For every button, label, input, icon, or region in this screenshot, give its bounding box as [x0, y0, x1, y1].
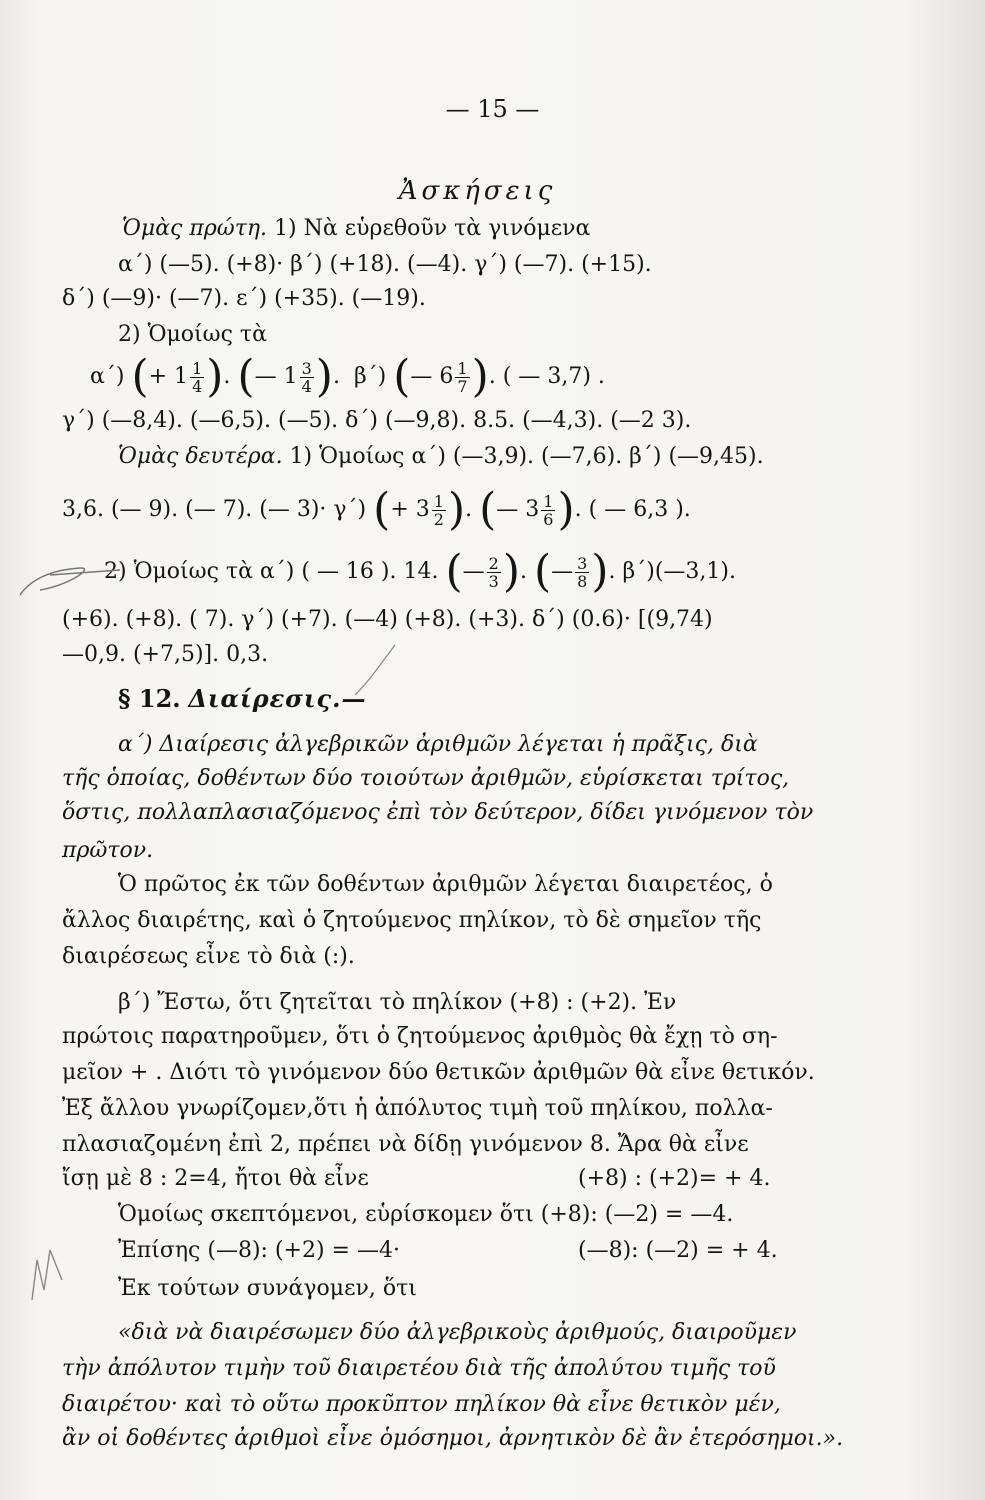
section-title: Διαίρεσις.— [188, 684, 367, 713]
paragraph-line: «διὰ νὰ διαιρέσωμεν δύο ἀλγεβρικοὺς ἀριθμούς, διαιροῦμεν [118, 1320, 797, 1345]
fraction-whole: — 3 [496, 497, 540, 522]
equation: (—8): (—2) = + 4. [578, 1238, 778, 1263]
fraction: $\frac{1}{4}$ [192, 358, 203, 396]
equation: (+8) : (+2)= + 4. [578, 1166, 771, 1191]
fraction: $\frac{3}{8}$ [577, 553, 588, 591]
paragraph-line: ἂν οἱ δοθέντες ἀριθμοὶ εἶνε ὁμόσημοι, ἀρνητικὸν δὲ ἂν ἑτερόσημοι.». [62, 1426, 844, 1451]
group1-line3: δ΄) (—9)· (—7). ε΄) (+35). (—19). [62, 286, 426, 311]
paragraph-line: Ὁμοίως σκεπτόμενοι, εὑρίσκομεν ὅτι (+8): (—2) = —4. [118, 1202, 734, 1227]
paragraph-line: Ἐξ ἄλλου γνωρίζομεν,ὅτι ἡ ἀπόλυτος τιμὴ τοῦ πηλίκου, πολλα- [62, 1096, 773, 1121]
group1-line4: 2) Ὁμοίως τὰ [118, 322, 267, 347]
group2-line2-tail: ( — 6,3 ). [588, 497, 691, 522]
group1-line6: γ΄) (—8,4). (—6,5). (—5). δ΄) (—9,8). 8.5. (—4,3). (—2 3). [62, 408, 692, 433]
paragraph-line: Ἐπίσης (—8): (+2) = —4· [118, 1238, 400, 1263]
paragraph-line: Ὁ πρῶτος ἐκ τῶν δοθέντων ἀριθμῶν λέγεται διαιρετέος, ὁ [118, 872, 773, 897]
group2-line3: 2) Ὁμοίως τὰ α΄) ( — 16 ). 14. (— $\frac{2}{3}$ ). (— $\frac{3}{8}$ ). β΄)(—3,1). [104, 546, 736, 597]
group2-line2: 3,6. (— 9). (— 7). (— 3)· γ΄) (+ 3 $\frac{1}{2}$ ). (— 3 $\frac{1}{6}$ ). ( — 6,3 ). [62, 484, 691, 535]
paragraph-line: διαιρέσεως εἶνε τὸ διὰ (:). [62, 944, 355, 969]
section-number: § 12. [118, 684, 181, 713]
fraction: $\frac{1}{2}$ [433, 491, 444, 529]
paragraph-line: α΄) Διαίρεσις ἀλγεβρικῶν ἀριθμῶν λέγεται ἡ πρᾶξις, διὰ [118, 732, 758, 757]
group1-line1 [122, 214, 590, 244]
paragraph-line: διαιρέτου· καὶ τὸ οὕτω προκῦπτον πηλίκον θὰ εἶνε θετικὸν μέν, [62, 1392, 781, 1417]
section-header [118, 684, 366, 714]
group2-line1 [118, 442, 764, 472]
paragraph-line: πρώτοις παρατηροῦμεν, ὅτι ὁ ζητούμενος ἀριθμὸς θὰ ἔχῃ τὸ ση- [62, 1024, 778, 1049]
exercises-title: Ἀσκήσεις [398, 176, 557, 206]
paragraph-line: ἴσῃ μὲ 8 : 2=4, ἤτοι θὰ εἶνε [62, 1166, 369, 1191]
fraction-whole: — 6 [410, 364, 454, 389]
group1-instruction: 1) Νὰ εὑρεθοῦν τὰ γινόμενα [274, 216, 591, 241]
paragraph-line: πλασιαζομένη ἐπὶ 2, πρέπει νὰ δίδῃ γινόμενον 8. Ἄρα θὰ εἶνε [62, 1132, 749, 1157]
fraction-whole: — 1 [254, 364, 298, 389]
fraction: $\frac{1}{6}$ [543, 491, 554, 529]
pencil-scribble [22, 1240, 72, 1310]
group2-line1-rest: 1) Ὁμοίως α΄) (—3,9). (—7,6). β΄) (—9,45). [289, 444, 764, 469]
paragraph-line: ἄλλος διαιρέτης, καὶ ὁ ζητούμενος πηλίκον, τὸ δὲ σημεῖον τῆς [62, 908, 762, 933]
paragraph-line: β΄) Ἔστω, ὅτι ζητεῖται τὸ πηλίκον (+8) : (+2). Ἐν [118, 990, 677, 1015]
paragraph-line: ὅστις, πολλαπλασιαζόμενος ἐπὶ τὸν δεύτερον, δίδει γινόμενον τὸν [62, 800, 814, 825]
group2-line2-start: 3,6. (— 9). (— 7). (— 3)· γ΄) [62, 497, 367, 522]
group1-item-b: β΄) [353, 364, 387, 389]
pencil-scribble [10, 540, 130, 610]
group2-line3-tail: β΄)(—3,1). [622, 559, 736, 584]
page-number: — 15 — [445, 95, 540, 123]
group1-item-a: α΄) [90, 364, 125, 389]
group1-label: Ὁμὰς πρώτη. [122, 216, 268, 241]
group2-line5: —0,9. (+7,5)]. 0,3. [62, 642, 269, 667]
paragraph-line: μεῖον + . Διότι τὸ γινόμενον δύο θετικῶν ἀριθμῶν θὰ εἶνε θετικόν. [62, 1060, 815, 1085]
group1-line5: α΄) (+ 1 $\frac{1}{4}$ ). (— 1 $\frac{3}{4}$ ). β΄) (— 6 $\frac{1}{7}$ ). ( — 3,7) . [90, 351, 605, 402]
paragraph-line: τὴν ἀπόλυτον τιμὴν τοῦ διαιρετέου διὰ τῆς ἀπολύτου τιμῆς τοῦ [62, 1356, 776, 1381]
fraction-whole: — [551, 559, 574, 584]
group1-line2: α΄) (—5). (+8)· β΄) (+18). (—4). γ΄) (—7). (+15). [118, 252, 652, 277]
fraction-whole: + 3 [390, 497, 430, 522]
group1-line5-tail: ( — 3,7) . [502, 364, 605, 389]
group2-line3-start: 2) Ὁμοίως τὰ α΄) ( — 16 ). 14. [104, 559, 439, 584]
group2-line4: (+6). (+8). ( 7). γ΄) (+7). (—4) (+8). (+3). δ΄) (0.6)· [(9,74) [62, 607, 713, 632]
fraction-whole: — [462, 559, 485, 584]
paragraph-line: Ἐκ τούτων συνάγομεν, ὅτι [118, 1276, 417, 1301]
fraction: $\frac{1}{7}$ [457, 358, 468, 396]
fraction: $\frac{3}{4}$ [301, 358, 312, 396]
paragraph-line: τῆς ὁποίας, δοθέντων δύο τοιούτων ἀριθμῶν, εὑρίσκεται τρίτος, [62, 766, 790, 791]
pencil-scribble [350, 640, 410, 700]
fraction-whole: + 1 [148, 364, 189, 389]
fraction: $\frac{2}{3}$ [488, 553, 499, 591]
group2-label: Ὁμὰς δευτέρα. [118, 444, 283, 469]
paragraph-line: πρῶτον. [62, 838, 154, 863]
